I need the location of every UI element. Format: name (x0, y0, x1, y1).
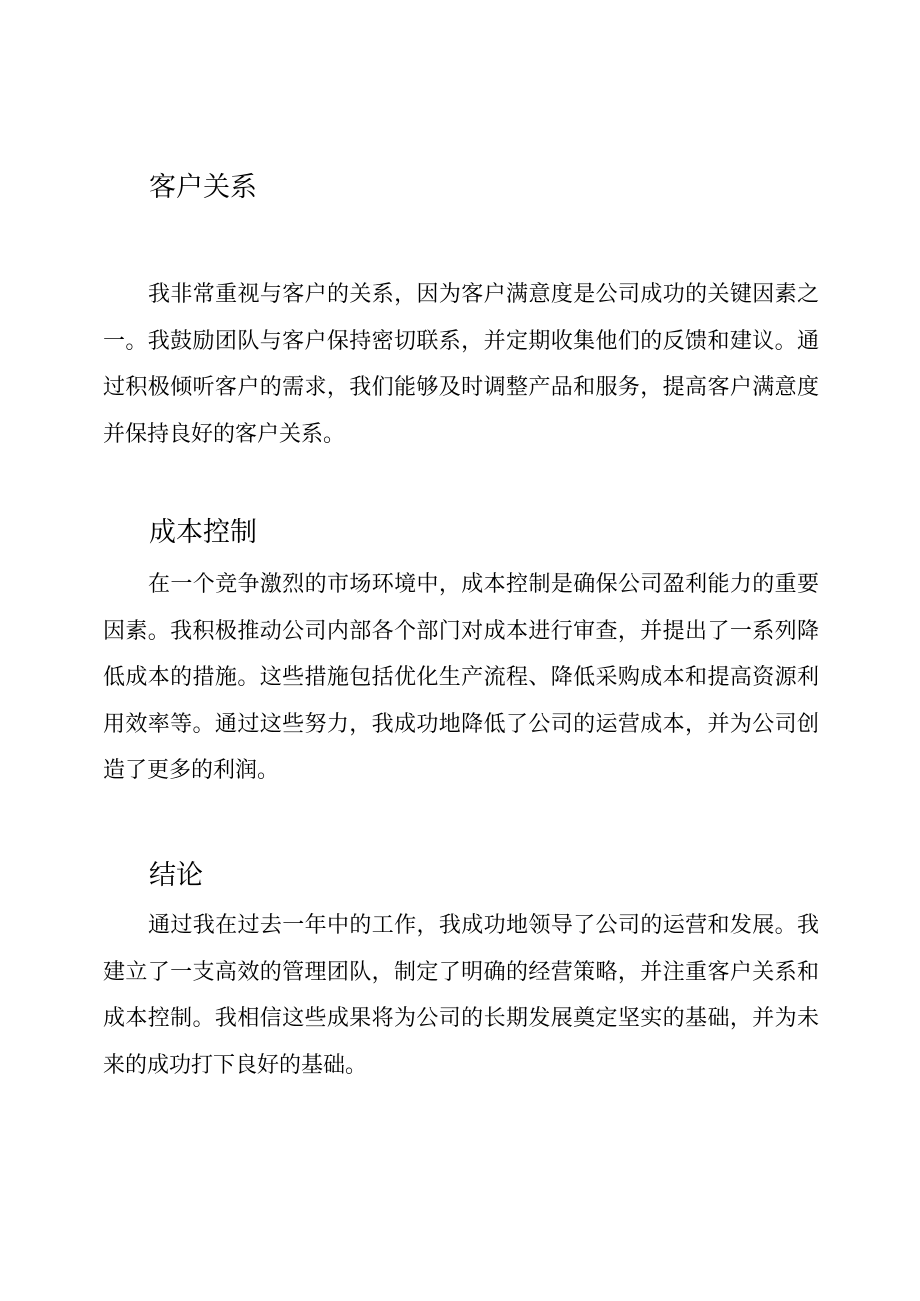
section-body-cost-control: 在一个竞争激烈的市场环境中，成本控制是确保公司盈利能力的重要因素。我积极推动公司内部各个部门对成本进行审查，并提出了一系列降低成本的措施。这些措施包括优化生产流程、降低采购成本和提高资源利用效率等。通过这些努力，我成功地降低了公司的运营成本，并为公司创造了更多的利润。 (103, 572, 819, 783)
section-heading-cost-control: 成本控制 (149, 517, 257, 548)
section-heading-conclusion: 结论 (149, 860, 203, 891)
section-body-customer-relations: 我非常重视与客户的关系，因为客户满意度是公司成功的关键因素之一。我鼓励团队与客户保持密切联系，并定期收集他们的反馈和建议。通过积极倾听客户的需求，我们能够及时调整产品和服务，提高客户满意度并保持良好的客户关系。 (103, 282, 819, 447)
section-body-conclusion: 通过我在过去一年中的工作，我成功地领导了公司的运营和发展。我建立了一支高效的管理团队，制定了明确的经营策略，并注重客户关系和成本控制。我相信这些成果将为公司的长期发展奠定坚实的基础，并为未来的成功打下良好的基础。 (103, 913, 819, 1078)
section-heading-customer-relations: 客户关系 (149, 172, 257, 203)
